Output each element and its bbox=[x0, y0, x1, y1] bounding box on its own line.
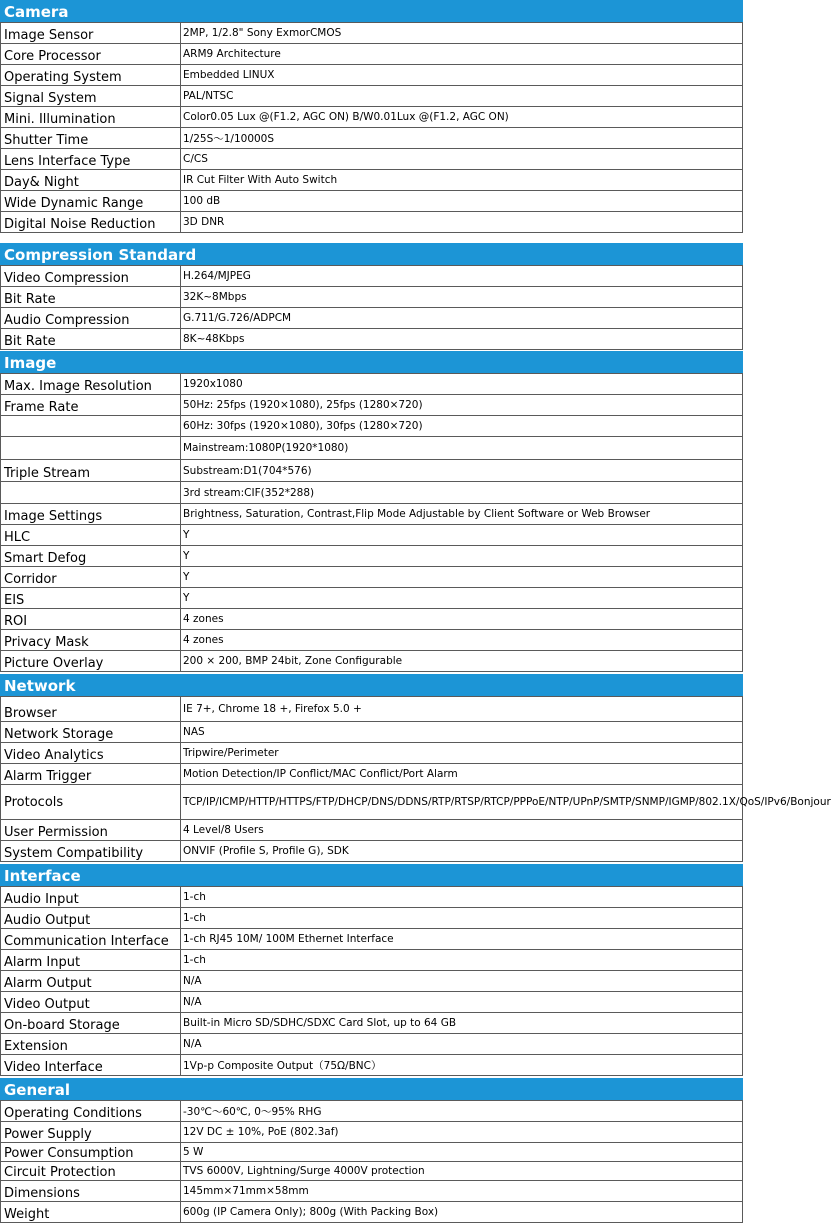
spec-label: Image Sensor bbox=[0, 23, 181, 43]
spec-row bbox=[0, 743, 743, 764]
spec-value: 1920x1080 bbox=[181, 374, 743, 394]
spec-row bbox=[0, 1055, 743, 1076]
spec-value: N/A bbox=[181, 992, 743, 1012]
spec-value: 1Vp-p Composite Output（75Ω/BNC） bbox=[181, 1055, 743, 1075]
spec-row bbox=[0, 212, 743, 233]
spec-label: Network Storage bbox=[0, 722, 181, 742]
spec-value: N/A bbox=[181, 971, 743, 991]
spec-row bbox=[0, 191, 743, 212]
spec-value: 200 × 200, BMP 24bit, Zone Configurable bbox=[181, 651, 743, 671]
spec-value: H.264/MJPEG bbox=[181, 266, 743, 286]
spec-label: Triple Stream bbox=[0, 460, 181, 481]
spec-label: Extension bbox=[0, 1034, 181, 1054]
spec-value: TVS 6000V, Lightning/Surge 4000V protection bbox=[181, 1162, 743, 1180]
spec-label: Weight bbox=[0, 1202, 181, 1222]
spec-value: Y bbox=[181, 588, 743, 608]
spec-label: Operating System bbox=[0, 65, 181, 85]
spec-row bbox=[0, 460, 743, 482]
spec-label: Alarm Output bbox=[0, 971, 181, 991]
spec-label: Audio Output bbox=[0, 908, 181, 928]
spec-value: Color0.05 Lux @(F1.2, AGC ON) B/W0.01Lux @(F1.2, AGC ON) bbox=[181, 107, 743, 127]
section-title: Compression Standard bbox=[4, 246, 197, 264]
spec-row bbox=[0, 1013, 743, 1034]
spec-row bbox=[0, 149, 743, 170]
spec-value: C/CS bbox=[181, 149, 743, 169]
spec-row bbox=[0, 1101, 743, 1122]
spec-value: 3D DNR bbox=[181, 212, 743, 232]
section-title: Interface bbox=[4, 867, 81, 885]
spec-label: Signal System bbox=[0, 86, 181, 106]
spec-label bbox=[0, 416, 181, 436]
spec-label: Alarm Trigger bbox=[0, 764, 181, 784]
spec-row bbox=[0, 525, 743, 546]
spec-label: Power Consumption bbox=[0, 1143, 181, 1161]
spec-value: ONVIF (Profile S, Profile G), SDK bbox=[181, 841, 743, 861]
spec-row bbox=[0, 1202, 743, 1223]
section-header-network bbox=[0, 674, 743, 697]
spec-row bbox=[0, 630, 743, 651]
spec-row bbox=[0, 722, 743, 743]
spec-value: 1-ch RJ45 10M/ 100M Ethernet Interface bbox=[181, 929, 743, 949]
spec-row bbox=[0, 1162, 743, 1181]
spec-label: Core Processor bbox=[0, 44, 181, 64]
spec-row bbox=[0, 992, 743, 1013]
spec-label: HLC bbox=[0, 525, 181, 545]
spec-row bbox=[0, 482, 743, 504]
spec-row bbox=[0, 651, 743, 672]
spec-value: 1-ch bbox=[181, 887, 743, 907]
spec-row bbox=[0, 546, 743, 567]
spec-value: 1-ch bbox=[181, 908, 743, 928]
spec-label: Protocols bbox=[0, 785, 181, 819]
spec-label: Video Output bbox=[0, 992, 181, 1012]
spec-value: Substream:D1(704*576) bbox=[181, 460, 743, 481]
spec-row bbox=[0, 416, 743, 437]
spec-row bbox=[0, 1143, 743, 1162]
spec-value: G.711/G.726/ADPCM bbox=[181, 308, 743, 328]
spec-label: Power Supply bbox=[0, 1122, 181, 1142]
spec-value: Tripwire/Perimeter bbox=[181, 743, 743, 763]
spec-label: Frame Rate bbox=[0, 395, 181, 415]
spec-label: Alarm Input bbox=[0, 950, 181, 970]
spec-value: 50Hz: 25fps (1920×1080), 25fps (1280×720) bbox=[181, 395, 743, 415]
spec-row bbox=[0, 329, 743, 350]
spec-label bbox=[0, 437, 181, 459]
spec-row bbox=[0, 1181, 743, 1202]
spec-value: 32K~8Mbps bbox=[181, 287, 743, 307]
section-title: Image bbox=[4, 354, 57, 372]
spec-label: Video Interface bbox=[0, 1055, 181, 1075]
spec-row bbox=[0, 170, 743, 191]
spec-value: 145mm×71mm×58mm bbox=[181, 1181, 743, 1201]
spec-row bbox=[0, 23, 743, 44]
spec-label: Day& Night bbox=[0, 170, 181, 190]
spec-value: 4 zones bbox=[181, 609, 743, 629]
spec-label: Audio Input bbox=[0, 887, 181, 907]
spec-label bbox=[0, 482, 181, 503]
section-header-image bbox=[0, 351, 743, 374]
spec-label: Bit Rate bbox=[0, 287, 181, 307]
spec-row bbox=[0, 287, 743, 308]
spec-label: Video Compression bbox=[0, 266, 181, 286]
spec-row bbox=[0, 107, 743, 128]
spec-row bbox=[0, 437, 743, 460]
spec-value: Built-in Micro SD/SDHC/SDXC Card Slot, up to 64 GB bbox=[181, 1013, 743, 1033]
spec-value: 4 zones bbox=[181, 630, 743, 650]
spec-value: NAS bbox=[181, 722, 743, 742]
spec-value: 1-ch bbox=[181, 950, 743, 970]
spec-value: Y bbox=[181, 546, 743, 566]
spec-value: 3rd stream:CIF(352*288) bbox=[181, 482, 743, 503]
spec-value: 5 W bbox=[181, 1143, 743, 1161]
spec-value: 2MP, 1/2.8" Sony ExmorCMOS bbox=[181, 23, 743, 43]
spec-label: Digital Noise Reduction bbox=[0, 212, 181, 232]
spec-label: Lens Interface Type bbox=[0, 149, 181, 169]
spec-value: Mainstream:1080P(1920*1080) bbox=[181, 437, 743, 459]
spec-row bbox=[0, 697, 743, 722]
spec-row bbox=[0, 44, 743, 65]
spec-row bbox=[0, 950, 743, 971]
section-header-general bbox=[0, 1078, 743, 1101]
spec-label: Privacy Mask bbox=[0, 630, 181, 650]
spec-row bbox=[0, 929, 743, 950]
spec-value: N/A bbox=[181, 1034, 743, 1054]
spec-label: Image Settings bbox=[0, 504, 181, 524]
spec-value: Embedded LINUX bbox=[181, 65, 743, 85]
spec-value: 1/25S～1/10000S bbox=[181, 128, 743, 148]
spec-row bbox=[0, 395, 743, 416]
spec-row bbox=[0, 65, 743, 86]
section-title: Network bbox=[4, 677, 76, 695]
spec-row bbox=[0, 820, 743, 841]
spec-label: Browser bbox=[0, 697, 181, 721]
spec-row bbox=[0, 609, 743, 630]
spec-label: User Permission bbox=[0, 820, 181, 840]
spec-row bbox=[0, 266, 743, 287]
spec-value: 60Hz: 30fps (1920×1080), 30fps (1280×720) bbox=[181, 416, 743, 436]
spec-value: ARM9 Architecture bbox=[181, 44, 743, 64]
spec-value: Brightness, Saturation, Contrast,Flip Mode Adjustable by Client Software or Web Browser bbox=[181, 504, 743, 524]
spec-row bbox=[0, 887, 743, 908]
spec-row bbox=[0, 908, 743, 929]
spec-row bbox=[0, 86, 743, 107]
spec-label: Corridor bbox=[0, 567, 181, 587]
spec-label: ROI bbox=[0, 609, 181, 629]
spec-row bbox=[0, 971, 743, 992]
spec-row bbox=[0, 567, 743, 588]
spec-label: Bit Rate bbox=[0, 329, 181, 349]
spec-label: Communication Interface bbox=[0, 929, 181, 949]
spec-value: Motion Detection/IP Conflict/MAC Conflict/Port Alarm bbox=[181, 764, 743, 784]
spec-label: Video Analytics bbox=[0, 743, 181, 763]
spec-value: 4 Level/8 Users bbox=[181, 820, 743, 840]
spec-label: Operating Conditions bbox=[0, 1101, 181, 1121]
spec-row bbox=[0, 785, 831, 820]
spec-row bbox=[0, 504, 743, 525]
spec-label: Circuit Protection bbox=[0, 1162, 181, 1180]
spec-row bbox=[0, 128, 743, 149]
spec-value: IE 7+, Chrome 18 +, Firefox 5.0 + bbox=[181, 697, 743, 721]
spec-value: 8K~48Kbps bbox=[181, 329, 743, 349]
spec-value: 12V DC ± 10%, PoE (802.3af) bbox=[181, 1122, 743, 1142]
spec-value: TCP/IP/ICMP/HTTP/HTTPS/FTP/DHCP/DNS/DDNS/RTP/RTSP/RTCP/PPPoE/NTP/UPnP/SMTP/SNMP/IGMP/802.1X/QoS/IPv6/Bonjour bbox=[181, 785, 743, 819]
spec-label: Audio Compression bbox=[0, 308, 181, 328]
spec-value: -30℃～60℃, 0～95% RHG bbox=[181, 1101, 743, 1121]
spec-row bbox=[0, 588, 743, 609]
spec-value: 100 dB bbox=[181, 191, 743, 211]
spec-label: Max. Image Resolution bbox=[0, 374, 181, 394]
section-header-camera bbox=[0, 0, 743, 23]
spec-label: Picture Overlay bbox=[0, 651, 181, 671]
spec-label: System Compatibility bbox=[0, 841, 181, 861]
spec-row bbox=[0, 374, 743, 395]
section-title: Camera bbox=[4, 3, 69, 21]
spec-label: Dimensions bbox=[0, 1181, 181, 1201]
spec-label: On-board Storage bbox=[0, 1013, 181, 1033]
spec-label: EIS bbox=[0, 588, 181, 608]
spec-row bbox=[0, 1122, 743, 1143]
spec-label: Shutter Time bbox=[0, 128, 181, 148]
spec-label: Wide Dynamic Range bbox=[0, 191, 181, 211]
section-header-compression-standard bbox=[0, 243, 743, 266]
spec-label: Smart Defog bbox=[0, 546, 181, 566]
spec-row bbox=[0, 764, 743, 785]
spec-label: Mini. Illumination bbox=[0, 107, 181, 127]
spec-row bbox=[0, 308, 743, 329]
spec-value: Y bbox=[181, 525, 743, 545]
spec-row bbox=[0, 841, 743, 862]
spec-value: PAL/NTSC bbox=[181, 86, 743, 106]
section-title: General bbox=[4, 1081, 70, 1099]
section-header-interface bbox=[0, 864, 743, 887]
spec-value: Y bbox=[181, 567, 743, 587]
spec-value: 600g (IP Camera Only); 800g (With Packing Box) bbox=[181, 1202, 743, 1222]
spec-value: IR Cut Filter With Auto Switch bbox=[181, 170, 743, 190]
spec-row bbox=[0, 1034, 743, 1055]
